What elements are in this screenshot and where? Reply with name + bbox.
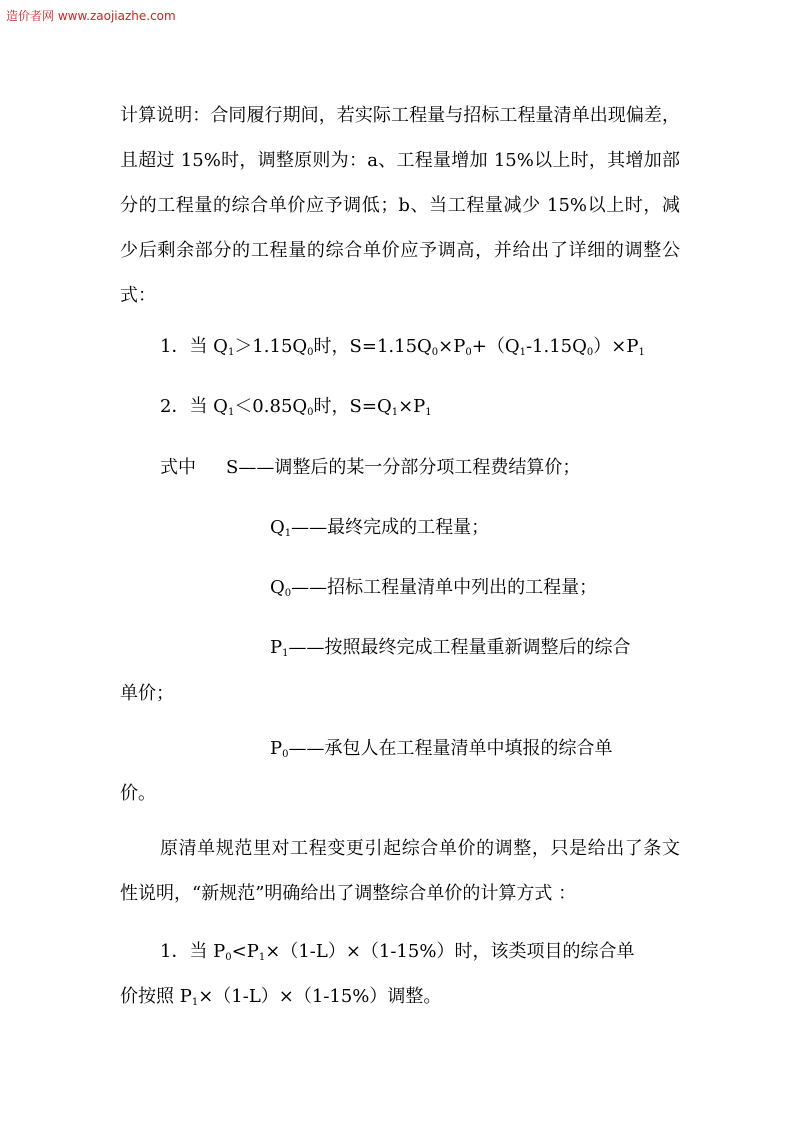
formula-3-cont: 价按照 $P_1\times(1-L)\times(1-15\%)$调整。 — [120, 986, 442, 1008]
p1-definition: $P_1——$按照最终完成工程量重新调整后的综合 — [270, 637, 631, 659]
where-label: 式中 — [160, 457, 196, 478]
q1-definition: $Q_1——$最终完成的工程量； — [270, 517, 490, 539]
second-paragraph: 原清单规范里对工程变更引起综合单价的调整，只是给出了条文性说明，“新规范”明确给出了调整综合单价的计算方式 ： — [120, 838, 680, 904]
formula-1: 1．当 $Q_1>1.15Q_0$时，$S=1.15Q_0\times P_0+(Q_1-1.15Q_0)\times P_1$ — [160, 336, 645, 358]
watermark: 造价者网 www.zaojiazhe.com — [6, 9, 176, 23]
intro-paragraph: 计算说明：合同履行期间，若实际工程量与招标工程量清单出现偏差，且超过 15%时，调整原则为：a、工程量增加 15%以上时，其增加部分的工程量的综合单价应予调低；b、当工程量减少 15%以上时，减少后剩余部分的工程量的综合单价应予调高，并给出了详细的调整公式： — [120, 105, 680, 306]
p0-definition-cont: 价。 — [120, 783, 156, 804]
q0-definition: $Q_0——$招标工程量清单中列出的工程量； — [270, 577, 598, 599]
formula-3: 1．当 $P_0<P_1\times(1-L)\times(1-15\%)$时，该类项目的综合单 — [160, 941, 635, 963]
formula-2: 2．当 $Q_1<0.85Q_0$时，$S=Q_1\times P_1$ — [160, 396, 432, 418]
p0-definition: $P_0——$承包人在工程量清单中填报的综合单 — [270, 738, 613, 760]
p1-definition-cont: 单价； — [120, 683, 174, 704]
s-definition: S——调整后的某一分部分项工程费结算价； — [226, 457, 581, 478]
where-s-definition — [160, 456, 580, 480]
